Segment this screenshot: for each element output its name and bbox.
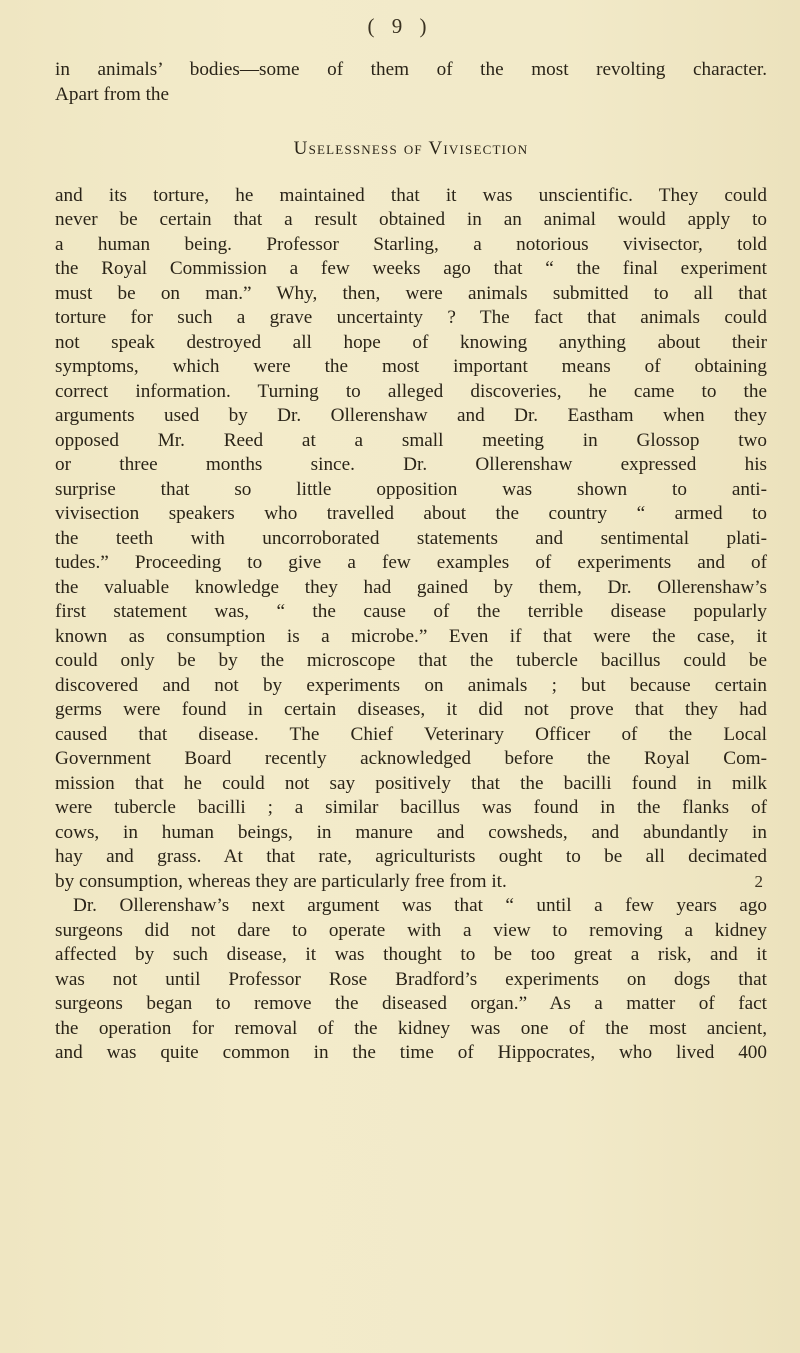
text-line: was not until Professor Rose Bradford’s experiments on dogs that: [55, 968, 767, 990]
text-line: the valuable knowledge they had gained by them, Dr. Ollerenshaw’s: [55, 576, 767, 598]
text-line: were tubercle bacilli ; a similar bacillus was found in the flanks of: [55, 797, 767, 818]
text-line: could only be by the microscope that the tubercle bacillus could be: [55, 650, 767, 671]
text-line: torture for such a grave uncertainty ? The fact that animals could: [55, 307, 767, 328]
text-line: known as consumption is a microbe.” Even if that were the case, it: [55, 625, 767, 647]
text-line: affected by such disease, it was thought to be too great a risk, and it: [55, 944, 767, 965]
text-line: the Royal Commission a few weeks ago that “ the final experiment: [55, 258, 767, 279]
text-line: Government Board recently acknowledged before the Royal Com-: [55, 748, 767, 769]
text-line: correct information. Turning to alleged discoveries, he came to the: [55, 380, 767, 402]
text-line: surgeons did not dare to operate with a view to removing a kidney: [55, 919, 767, 941]
text-line: surgeons began to remove the diseased organ.” As a matter of fact: [55, 993, 767, 1014]
text-line: never be certain that a result obtained in an animal would apply to: [55, 209, 767, 230]
section-heading: Uselessness of Vivisection: [293, 138, 529, 159]
text-line: a human being. Professor Starling, a notorious vivisector, told: [55, 233, 767, 255]
text-line: symptoms, which were the most important means of obtaining: [55, 356, 767, 377]
text-line: Dr. Ollerenshaw’s next argument was that “ until a few years ago: [73, 895, 767, 916]
text-line: not speak destroyed all hope of knowing anything about their: [55, 331, 767, 353]
text-line: and its torture, he maintained that it was unscientific. They could: [55, 184, 767, 206]
text-line: the teeth with uncorroborated statements and sentimental plati-: [55, 527, 767, 549]
text-line: caused that disease. The Chief Veterinary Officer of the Local: [55, 723, 767, 745]
text-line: and was quite common in the time of Hippocrates, who lived 400: [55, 1042, 767, 1063]
text-line: hay and grass. At that rate, agriculturists ought to be all decimated: [55, 846, 767, 867]
signature-mark: 2: [754, 872, 763, 891]
text-line: tudes.” Proceeding to give a few examples of experiments and of: [55, 552, 767, 573]
text-line: mission that he could not say positively that the bacilli found in milk: [55, 772, 767, 794]
text-line: in animals’ bodies—some of them of the most revolting character.: [55, 59, 767, 80]
text-line: germs were found in certain diseases, it did not prove that they had: [55, 699, 767, 720]
text-line: or three months since. Dr. Ollerenshaw expressed his: [55, 454, 767, 475]
text-line: by consumption, whereas they are particularly free from it.: [55, 870, 507, 892]
text-line: cows, in human beings, in manure and cowsheds, and abundantly in: [55, 821, 767, 843]
text-line: vivisection speakers who travelled about the country “ armed to: [55, 503, 767, 524]
text-line: opposed Mr. Reed at a small meeting in Glossop two: [55, 429, 767, 451]
text-line: Apart from the: [55, 83, 170, 105]
page-number: ( 9 ): [367, 14, 433, 38]
text-line: surprise that so little opposition was shown to anti-: [55, 478, 767, 500]
text-line: the operation for removal of the kidney was one of the most ancient,: [55, 1017, 767, 1039]
text-line: discovered and not by experiments on animals ; but because certain: [55, 674, 767, 696]
text-line: must be on man.” Why, then, were animals submitted to all that: [55, 282, 767, 304]
text-line: first statement was, “ the cause of the terrible disease popularly: [55, 601, 767, 622]
text-line: arguments used by Dr. Ollerenshaw and Dr. Eastham when they: [55, 405, 767, 426]
body-text: [55, 58, 767, 1066]
